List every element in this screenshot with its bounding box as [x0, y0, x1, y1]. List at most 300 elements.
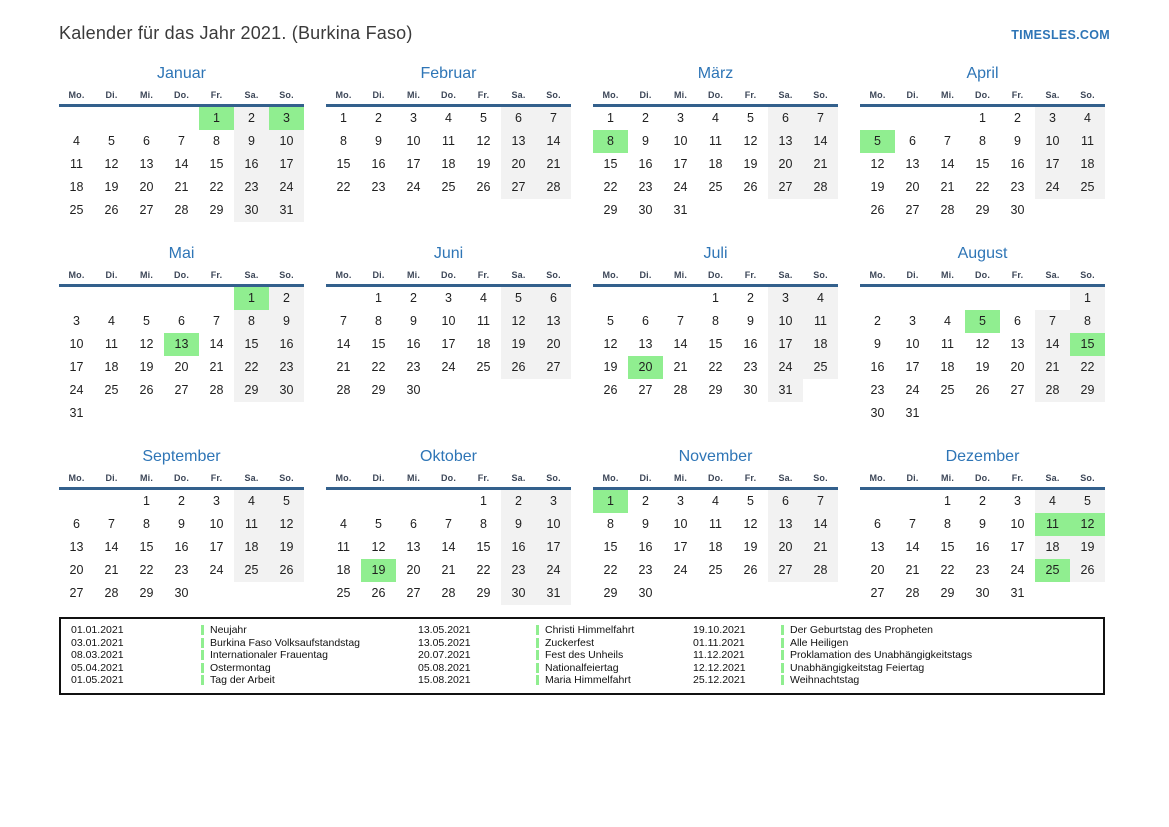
day-cell: 13	[501, 130, 536, 153]
weekday-label: Fr.	[744, 473, 757, 483]
day-cell: 6	[73, 517, 80, 531]
day-cell: 16	[638, 540, 653, 554]
weekday-label: Sa.	[511, 270, 526, 280]
legend-row	[418, 674, 693, 687]
legend-holiday-name: Zuckerfest	[545, 636, 595, 649]
day-cell: 5	[965, 310, 1000, 333]
month-title: April	[966, 65, 999, 82]
day-cell: 5	[375, 517, 382, 531]
day-cell: 14	[104, 540, 119, 554]
day-cell: 25	[234, 559, 269, 582]
weekday-label: Mi.	[139, 270, 154, 280]
weekday-label: Sa.	[778, 90, 793, 100]
weekday-label: Mi.	[139, 473, 154, 483]
day-cell: 18	[708, 157, 723, 171]
day-cell: 3	[677, 111, 684, 125]
day-cell: 2	[747, 291, 754, 305]
day-cell: 19	[1070, 536, 1105, 559]
month-dezember	[860, 445, 1105, 605]
month-title: November	[678, 448, 753, 465]
weekday-label: Di.	[372, 90, 385, 100]
month-oktober	[326, 445, 571, 605]
day-cell: 26	[139, 383, 154, 397]
day-cell: 27	[1010, 383, 1025, 397]
day-cell: 13	[870, 540, 885, 554]
weekday-label: Sa.	[778, 473, 793, 483]
day-cell: 16	[743, 337, 758, 351]
day-cell: 15	[371, 337, 386, 351]
weekday-label: Do.	[707, 473, 724, 483]
weekday-label: Mi.	[940, 270, 955, 280]
day-cell: 5	[860, 130, 895, 153]
day-cell: 27	[536, 356, 571, 379]
day-cell: 1	[480, 494, 487, 508]
day-cell: 23	[975, 563, 990, 577]
day-cell: 17	[69, 360, 84, 374]
weekday-label: Do.	[440, 270, 457, 280]
day-cell: 17	[905, 360, 920, 374]
day-cell: 28	[104, 586, 119, 600]
day-cell: 27	[174, 383, 189, 397]
day-cell: 3	[213, 494, 220, 508]
day-cell: 4	[445, 111, 452, 125]
weekday-label: Mi.	[673, 473, 688, 483]
legend-holiday-name: Burkina Faso Volksaufstandstag	[210, 636, 361, 649]
day-cell: 27	[638, 383, 653, 397]
day-cell: 27	[69, 586, 84, 600]
day-cell: 9	[234, 130, 269, 153]
day-cell: 23	[371, 180, 386, 194]
weekday-row	[59, 473, 304, 490]
day-cell: 27	[139, 203, 154, 217]
day-cell: 7	[677, 314, 684, 328]
day-cell: 30	[174, 586, 189, 600]
month-september	[59, 445, 304, 605]
day-cell: 26	[501, 356, 536, 379]
day-cell: 9	[178, 517, 185, 531]
weekday-label: Di.	[906, 90, 919, 100]
day-cell: 4	[108, 314, 115, 328]
day-cell: 16	[234, 153, 269, 176]
empty-day-cell	[94, 107, 129, 130]
day-grid	[860, 287, 1105, 425]
legend-holiday-name: Fest des Unheils	[545, 649, 624, 662]
day-cell: 4	[712, 494, 719, 508]
day-cell: 4	[234, 490, 269, 513]
empty-day-cell	[431, 490, 466, 513]
month-title: August	[957, 245, 1008, 262]
legend-row	[693, 674, 1103, 687]
day-cell: 1	[199, 107, 234, 130]
day-cell: 24	[673, 563, 688, 577]
day-cell: 20	[768, 536, 803, 559]
day-cell: 16	[501, 536, 536, 559]
day-cell: 3	[269, 107, 304, 130]
legend-date: 15.08.2021	[418, 674, 471, 687]
day-cell: 14	[209, 337, 224, 351]
empty-day-cell	[129, 107, 164, 130]
day-grid	[59, 107, 304, 222]
day-cell: 30	[501, 582, 536, 605]
day-cell: 27	[501, 176, 536, 199]
legend-date: 01.05.2021	[71, 674, 124, 687]
day-cell: 18	[708, 540, 723, 554]
legend-date: 03.01.2021	[71, 636, 124, 649]
holiday-marker-icon	[781, 625, 784, 635]
day-cell: 31	[69, 406, 84, 420]
holiday-marker-icon	[781, 638, 784, 648]
day-cell: 25	[1070, 176, 1105, 199]
day-cell: 10	[441, 314, 456, 328]
empty-day-cell	[129, 287, 164, 310]
holiday-marker-icon	[201, 675, 204, 685]
weekday-label: Do.	[974, 473, 991, 483]
day-cell: 9	[1014, 134, 1021, 148]
day-cell: 22	[603, 180, 618, 194]
day-cell: 23	[638, 180, 653, 194]
day-cell: 3	[677, 494, 684, 508]
month-juni	[326, 242, 571, 425]
day-cell: 25	[803, 356, 838, 379]
day-cell: 6	[178, 314, 185, 328]
day-cell: 21	[940, 180, 955, 194]
legend-holiday-name: Maria Himmelfahrt	[545, 674, 631, 687]
day-cell: 26	[371, 586, 386, 600]
day-cell: 28	[209, 383, 224, 397]
day-cell: 22	[603, 563, 618, 577]
day-cell: 21	[1035, 356, 1070, 379]
day-cell: 22	[940, 563, 955, 577]
day-cell: 25	[708, 180, 723, 194]
day-cell: 24	[1035, 176, 1070, 199]
day-cell: 7	[803, 490, 838, 513]
day-cell: 1	[607, 111, 614, 125]
day-grid	[326, 107, 571, 199]
legend-date: 01.01.2021	[71, 624, 124, 637]
day-cell: 12	[269, 513, 304, 536]
month-februar	[326, 62, 571, 222]
weekday-label: Sa.	[1045, 90, 1060, 100]
holiday-marker-icon	[201, 663, 204, 673]
holiday-marker-icon	[781, 650, 784, 660]
weekday-label: Fr.	[477, 473, 490, 483]
day-cell: 4	[712, 111, 719, 125]
day-cell: 12	[975, 337, 990, 351]
holiday-marker-icon	[536, 638, 539, 648]
day-cell: 18	[1035, 536, 1070, 559]
day-cell: 13	[768, 513, 803, 536]
day-cell: 6	[501, 107, 536, 130]
day-cell: 14	[441, 540, 456, 554]
day-cell: 28	[803, 176, 838, 199]
day-cell: 19	[603, 360, 618, 374]
day-cell: 16	[638, 157, 653, 171]
day-cell: 11	[803, 310, 838, 333]
day-cell: 23	[234, 176, 269, 199]
day-cell: 15	[336, 157, 351, 171]
day-cell: 14	[940, 157, 955, 171]
weekday-label: So.	[813, 270, 828, 280]
legend-holiday-name: Neujahr	[210, 624, 247, 637]
day-cell: 20	[1010, 360, 1025, 374]
day-cell: 19	[139, 360, 154, 374]
weekday-label: Di.	[105, 270, 118, 280]
day-cell: 24	[536, 559, 571, 582]
weekday-label: Do.	[173, 90, 190, 100]
day-cell: 29	[708, 383, 723, 397]
day-cell: 19	[743, 157, 758, 171]
empty-day-cell	[1035, 287, 1070, 310]
day-cell: 1	[234, 287, 269, 310]
day-cell: 12	[1070, 513, 1105, 536]
day-cell: 2	[642, 494, 649, 508]
legend-row	[71, 637, 418, 650]
day-cell: 30	[870, 406, 885, 420]
day-cell: 2	[234, 107, 269, 130]
day-cell: 2	[375, 111, 382, 125]
day-cell: 7	[944, 134, 951, 148]
day-cell: 26	[743, 563, 758, 577]
legend-row	[693, 637, 1103, 650]
day-cell: 31	[673, 203, 688, 217]
empty-day-cell	[199, 287, 234, 310]
day-grid	[593, 107, 838, 222]
day-cell: 13	[164, 333, 199, 356]
weekday-label: Di.	[906, 270, 919, 280]
day-cell: 29	[139, 586, 154, 600]
weekday-label: Fr.	[477, 90, 490, 100]
day-cell: 10	[209, 517, 224, 531]
day-cell: 25	[476, 360, 491, 374]
day-cell: 10	[406, 134, 421, 148]
day-cell: 4	[340, 517, 347, 531]
empty-day-cell	[326, 490, 361, 513]
day-cell: 8	[143, 517, 150, 531]
day-cell: 7	[340, 314, 347, 328]
day-cell: 21	[174, 180, 189, 194]
weekday-label: Di.	[372, 473, 385, 483]
empty-day-cell	[895, 287, 930, 310]
day-cell: 17	[269, 153, 304, 176]
day-grid	[59, 490, 304, 605]
day-cell: 13	[139, 157, 154, 171]
day-cell: 31	[269, 199, 304, 222]
day-cell: 18	[940, 360, 955, 374]
day-cell: 20	[501, 153, 536, 176]
day-cell: 13	[536, 310, 571, 333]
legend-date: 13.05.2021	[418, 636, 471, 649]
day-cell: 18	[803, 333, 838, 356]
day-cell: 12	[870, 157, 885, 171]
month-august	[860, 242, 1105, 425]
weekday-label: Di.	[372, 270, 385, 280]
empty-day-cell	[326, 287, 361, 310]
weekday-label: Do.	[707, 270, 724, 280]
day-cell: 3	[73, 314, 80, 328]
day-cell: 18	[69, 180, 84, 194]
month-title: Juni	[433, 245, 464, 262]
day-cell: 17	[1035, 153, 1070, 176]
day-cell: 2	[410, 291, 417, 305]
empty-day-cell	[860, 490, 895, 513]
day-cell: 22	[209, 180, 224, 194]
weekday-label: Mo.	[68, 270, 85, 280]
day-grid	[593, 287, 838, 402]
legend-row	[71, 674, 418, 687]
day-cell: 1	[340, 111, 347, 125]
weekday-label: Mi.	[406, 473, 421, 483]
day-cell: 15	[476, 540, 491, 554]
day-cell: 5	[1070, 490, 1105, 513]
day-cell: 14	[803, 513, 838, 536]
weekday-label: Mi.	[139, 90, 154, 100]
day-cell: 20	[69, 563, 84, 577]
holiday-marker-icon	[781, 663, 784, 673]
day-cell: 29	[975, 203, 990, 217]
day-cell: 30	[269, 379, 304, 402]
weekday-label: Do.	[440, 473, 457, 483]
day-cell: 22	[139, 563, 154, 577]
day-cell: 3	[768, 287, 803, 310]
empty-day-cell	[164, 287, 199, 310]
day-cell: 26	[104, 203, 119, 217]
month-november	[593, 445, 838, 605]
day-cell: 9	[501, 513, 536, 536]
legend-holiday-name: Nationalfeiertag	[545, 661, 619, 674]
month-april	[860, 62, 1105, 222]
day-cell: 29	[1070, 379, 1105, 402]
day-cell: 10	[269, 130, 304, 153]
weekday-label: Sa.	[1045, 473, 1060, 483]
day-cell: 28	[905, 586, 920, 600]
day-cell: 4	[944, 314, 951, 328]
weekday-label: Fr.	[210, 270, 223, 280]
day-cell: 15	[1070, 333, 1105, 356]
empty-day-cell	[164, 107, 199, 130]
weekday-label: Fr.	[1011, 270, 1024, 280]
day-cell: 19	[975, 360, 990, 374]
weekday-row	[860, 473, 1105, 490]
legend-row	[693, 662, 1103, 675]
day-cell: 5	[269, 490, 304, 513]
day-cell: 16	[870, 360, 885, 374]
legend-row	[71, 624, 418, 637]
day-cell: 11	[709, 517, 722, 531]
day-grid	[593, 490, 838, 605]
day-cell: 12	[743, 134, 758, 148]
day-cell: 11	[1070, 130, 1105, 153]
day-cell: 20	[905, 180, 920, 194]
day-cell: 26	[476, 180, 491, 194]
day-cell: 2	[178, 494, 185, 508]
weekday-label: Fr.	[1011, 90, 1024, 100]
day-cell: 5	[108, 134, 115, 148]
day-cell: 10	[905, 337, 920, 351]
day-cell: 9	[874, 337, 881, 351]
day-cell: 31	[768, 379, 803, 402]
day-cell: 28	[336, 383, 351, 397]
legend-holiday-name: Alle Heiligen	[790, 636, 849, 649]
empty-day-cell	[59, 287, 94, 310]
day-cell: 23	[1010, 180, 1025, 194]
day-cell: 8	[712, 314, 719, 328]
day-grid	[326, 490, 571, 605]
legend-date: 05.08.2021	[418, 661, 471, 674]
day-cell: 9	[375, 134, 382, 148]
weekday-label: So.	[813, 473, 828, 483]
weekday-label: Mi.	[940, 473, 955, 483]
empty-day-cell	[930, 107, 965, 130]
weekday-label: So.	[279, 270, 294, 280]
day-cell: 17	[1010, 540, 1025, 554]
weekday-label: Mi.	[940, 90, 955, 100]
day-cell: 23	[501, 559, 536, 582]
day-cell: 16	[269, 333, 304, 356]
day-cell: 4	[1035, 490, 1070, 513]
weekday-label: Sa.	[244, 270, 259, 280]
weekday-label: Do.	[173, 270, 190, 280]
weekday-label: Di.	[105, 90, 118, 100]
day-cell: 19	[743, 540, 758, 554]
day-cell: 10	[673, 134, 688, 148]
weekday-row	[59, 270, 304, 287]
day-cell: 11	[70, 157, 83, 171]
day-cell: 4	[1070, 107, 1105, 130]
holiday-marker-icon	[201, 625, 204, 635]
day-cell: 19	[501, 333, 536, 356]
weekday-row	[860, 270, 1105, 287]
day-cell: 22	[336, 180, 351, 194]
day-cell: 14	[905, 540, 920, 554]
day-cell: 8	[213, 134, 220, 148]
day-cell: 25	[104, 383, 119, 397]
day-cell: 21	[905, 563, 920, 577]
day-cell: 26	[1070, 559, 1105, 582]
day-cell: 1	[944, 494, 951, 508]
weekday-label: Di.	[639, 473, 652, 483]
empty-day-cell	[860, 287, 895, 310]
day-cell: 24	[209, 563, 224, 577]
day-cell: 8	[593, 130, 628, 153]
day-cell: 2	[874, 314, 881, 328]
months-grid	[59, 62, 1110, 605]
day-cell: 6	[410, 517, 417, 531]
day-cell: 11	[105, 337, 118, 351]
day-cell: 25	[940, 383, 955, 397]
day-cell: 8	[480, 517, 487, 531]
day-cell: 6	[143, 134, 150, 148]
weekday-label: Mi.	[673, 90, 688, 100]
legend-row	[693, 649, 1103, 662]
day-cell: 23	[638, 563, 653, 577]
weekday-row	[593, 473, 838, 490]
day-cell: 22	[476, 563, 491, 577]
day-cell: 19	[476, 157, 491, 171]
weekday-label: Mi.	[406, 270, 421, 280]
weekday-label: Do.	[173, 473, 190, 483]
weekday-label: So.	[813, 90, 828, 100]
legend-column	[71, 624, 418, 687]
day-cell: 29	[234, 379, 269, 402]
day-cell: 1	[1070, 287, 1105, 310]
day-cell: 6	[768, 107, 803, 130]
legend-holiday-name: Unabhängigkeitstag Feiertag	[790, 661, 925, 674]
empty-day-cell	[396, 490, 431, 513]
day-cell: 14	[1035, 333, 1070, 356]
site-link[interactable]: TIMESLES.COM	[1011, 28, 1110, 42]
day-cell: 1	[375, 291, 382, 305]
legend-row	[418, 624, 693, 637]
